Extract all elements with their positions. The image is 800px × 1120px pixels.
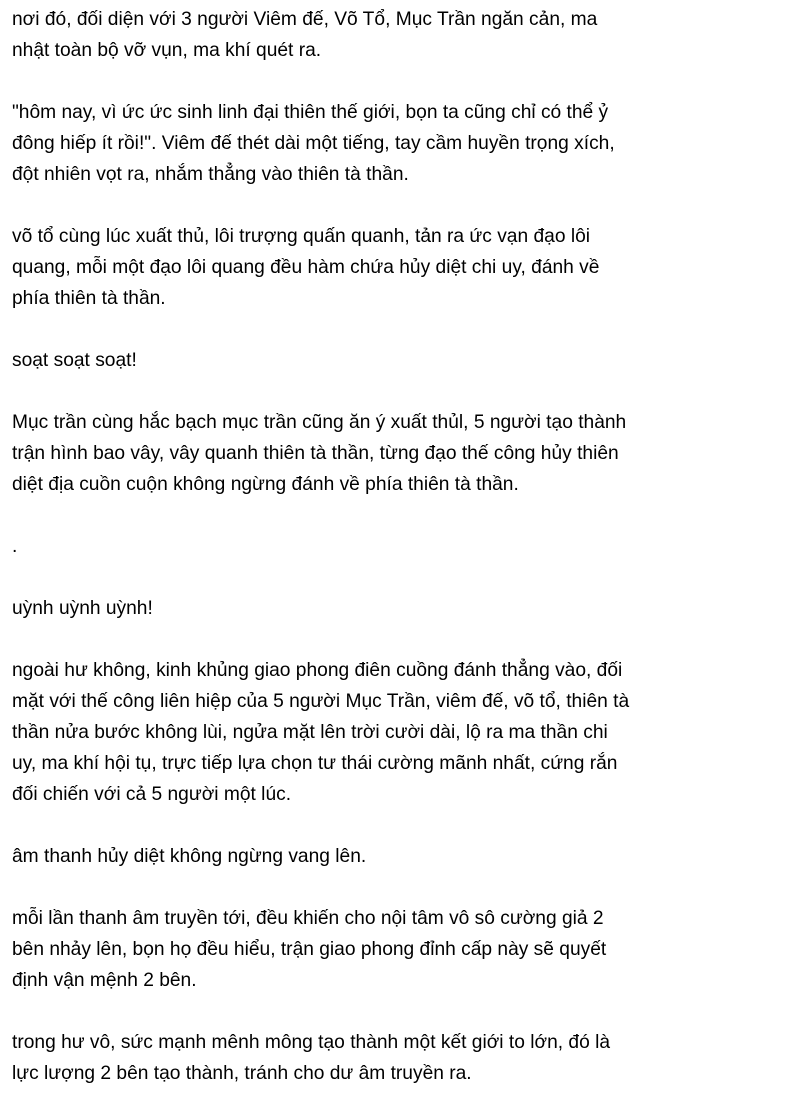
text-line: đột nhiên vọt ra, nhắm thẳng vào thiên tà thần. [12, 164, 409, 185]
text-line: diệt địa cuồn cuộn không ngừng đánh về phía thiên tà thần. [12, 474, 519, 495]
text-line: mặt với thế công liên hiệp của 5 người Mục Trần, viêm đế, võ tổ, thiên tà [12, 691, 630, 712]
text-line: . [12, 536, 18, 557]
text-line: thần nửa bước không lùi, ngửa mặt lên trời cười dài, lộ ra ma thần chi [12, 722, 608, 743]
text-line: phía thiên tà thần. [12, 288, 166, 309]
text-line: âm thanh hủy diệt không ngừng vang lên. [12, 846, 367, 867]
paragraph-6 [12, 531, 792, 562]
paragraph-8 [12, 655, 792, 810]
paragraph-2 [12, 97, 792, 190]
text-line: đông hiếp ít rồi!". Viêm đế thét dài một tiếng, tay cầm huyền trọng xích, [12, 133, 615, 154]
text-line: định vận mệnh 2 bên. [12, 970, 197, 991]
text-line: Mục trần cùng hắc bạch mục trần cũng ăn ý xuất thủl, 5 người tạo thành [12, 412, 627, 433]
text-line: lực lượng 2 bên tạo thành, tránh cho dư âm truyền ra. [12, 1063, 472, 1084]
text-line: nơi đó, đối diện với 3 người Viêm đế, Võ Tổ, Mục Trần ngăn cản, ma [12, 9, 598, 30]
text-line: trong hư vô, sức mạnh mênh mông tạo thành một kết giới to lớn, đó là [12, 1032, 611, 1053]
text-line: trận hình bao vây, vây quanh thiên tà thần, từng đạo thế công hủy thiên [12, 443, 619, 464]
document-body [12, 4, 792, 1120]
paragraph-5 [12, 407, 792, 500]
text-line: soạt soạt soạt! [12, 350, 137, 371]
paragraph-1 [12, 4, 792, 66]
text-line: "hôm nay, vì ức ức sinh linh đại thiên thế giới, bọn ta cũng chỉ có thể ỷ [12, 102, 609, 123]
paragraph-4 [12, 345, 792, 376]
paragraph-11 [12, 1027, 792, 1089]
text-line: uy, ma khí hội tụ, trực tiếp lựa chọn tư thái cường mãnh nhất, cứng rắn [12, 753, 618, 774]
text-line: mỗi lần thanh âm truyền tới, đều khiến cho nội tâm vô sô cường giả 2 [12, 908, 604, 929]
text-line: đối chiến với cả 5 người một lúc. [12, 784, 292, 805]
paragraph-7 [12, 593, 792, 624]
paragraph-9 [12, 841, 792, 872]
paragraph-3 [12, 221, 792, 314]
text-line: nhật toàn bộ vỡ vụn, ma khí quét ra. [12, 40, 322, 61]
text-line: uỳnh uỳnh uỳnh! [12, 598, 153, 619]
paragraph-10 [12, 903, 792, 996]
text-line: bên nhảy lên, bọn họ đều hiểu, trận giao phong đỉnh cấp này sẽ quyết [12, 939, 607, 960]
text-line: võ tổ cùng lúc xuất thủ, lôi trượng quấn quanh, tản ra ức vạn đạo lôi [12, 226, 591, 247]
text-line: ngoài hư không, kinh khủng giao phong điên cuồng đánh thẳng vào, đối [12, 660, 623, 681]
text-line: quang, mỗi một đạo lôi quang đều hàm chứa hủy diệt chi uy, đánh về [12, 257, 600, 278]
